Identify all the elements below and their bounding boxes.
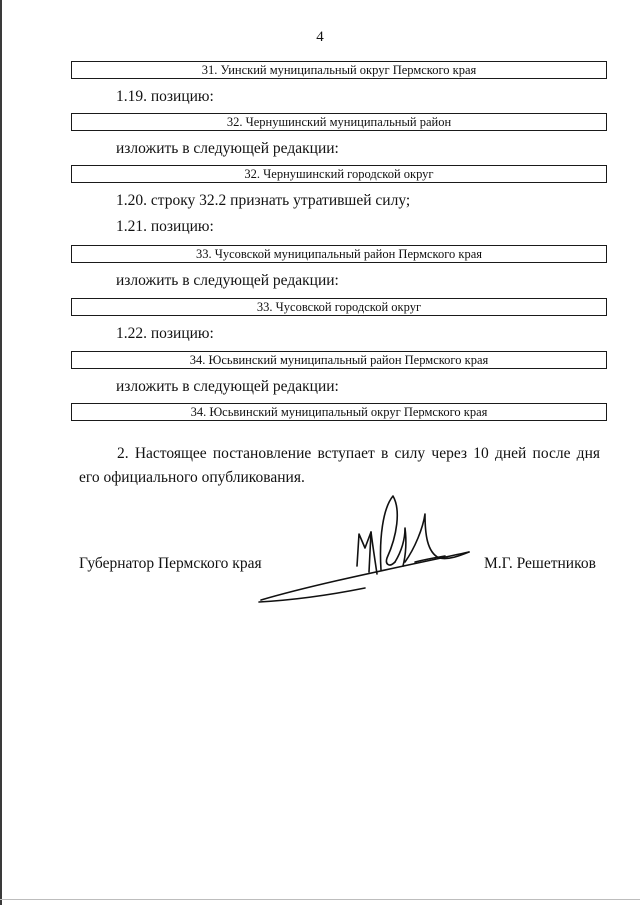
- position-box-32-new: 32. Чернушинский городской округ: [71, 165, 607, 183]
- position-box-31: 31. Уинский муниципальный округ Пермского края: [71, 61, 607, 79]
- page-number: 4: [316, 29, 324, 45]
- closing-paragraph: 2. Настоящее постановление вступает в силу через 10 дней после дня его официального опубликования.: [79, 445, 600, 486]
- instruction-1-22: 1.22. позицию:: [116, 325, 214, 342]
- instruction-1-21: 1.21. позицию:: [116, 218, 214, 235]
- scan-border-left: [0, 0, 2, 905]
- instruction-restate: изложить в следующей редакции:: [116, 140, 339, 157]
- instruction-1-20: 1.20. строку 32.2 признать утратившей силу;: [116, 192, 411, 209]
- instruction-restate: изложить в следующей редакции:: [116, 272, 339, 289]
- position-box-34-new: 34. Юсьвинский муниципальный округ Пермского края: [71, 403, 607, 421]
- position-box-32-old: 32. Чернушинский муниципальный район: [71, 113, 607, 131]
- position-box-34-old: 34. Юсьвинский муниципальный район Пермского края: [71, 351, 607, 369]
- handwritten-signature-icon: [255, 488, 475, 610]
- signatory-name: М.Г. Решетников: [484, 555, 596, 572]
- position-box-33-new: 33. Чусовской городской округ: [71, 298, 607, 316]
- position-box-33-old: 33. Чусовской муниципальный район Пермского края: [71, 245, 607, 263]
- instruction-restate: изложить в следующей редакции:: [116, 378, 339, 395]
- instruction-1-19: 1.19. позицию:: [116, 88, 214, 105]
- scan-border-bottom: [0, 899, 640, 900]
- signatory-title: Губернатор Пермского края: [79, 555, 262, 572]
